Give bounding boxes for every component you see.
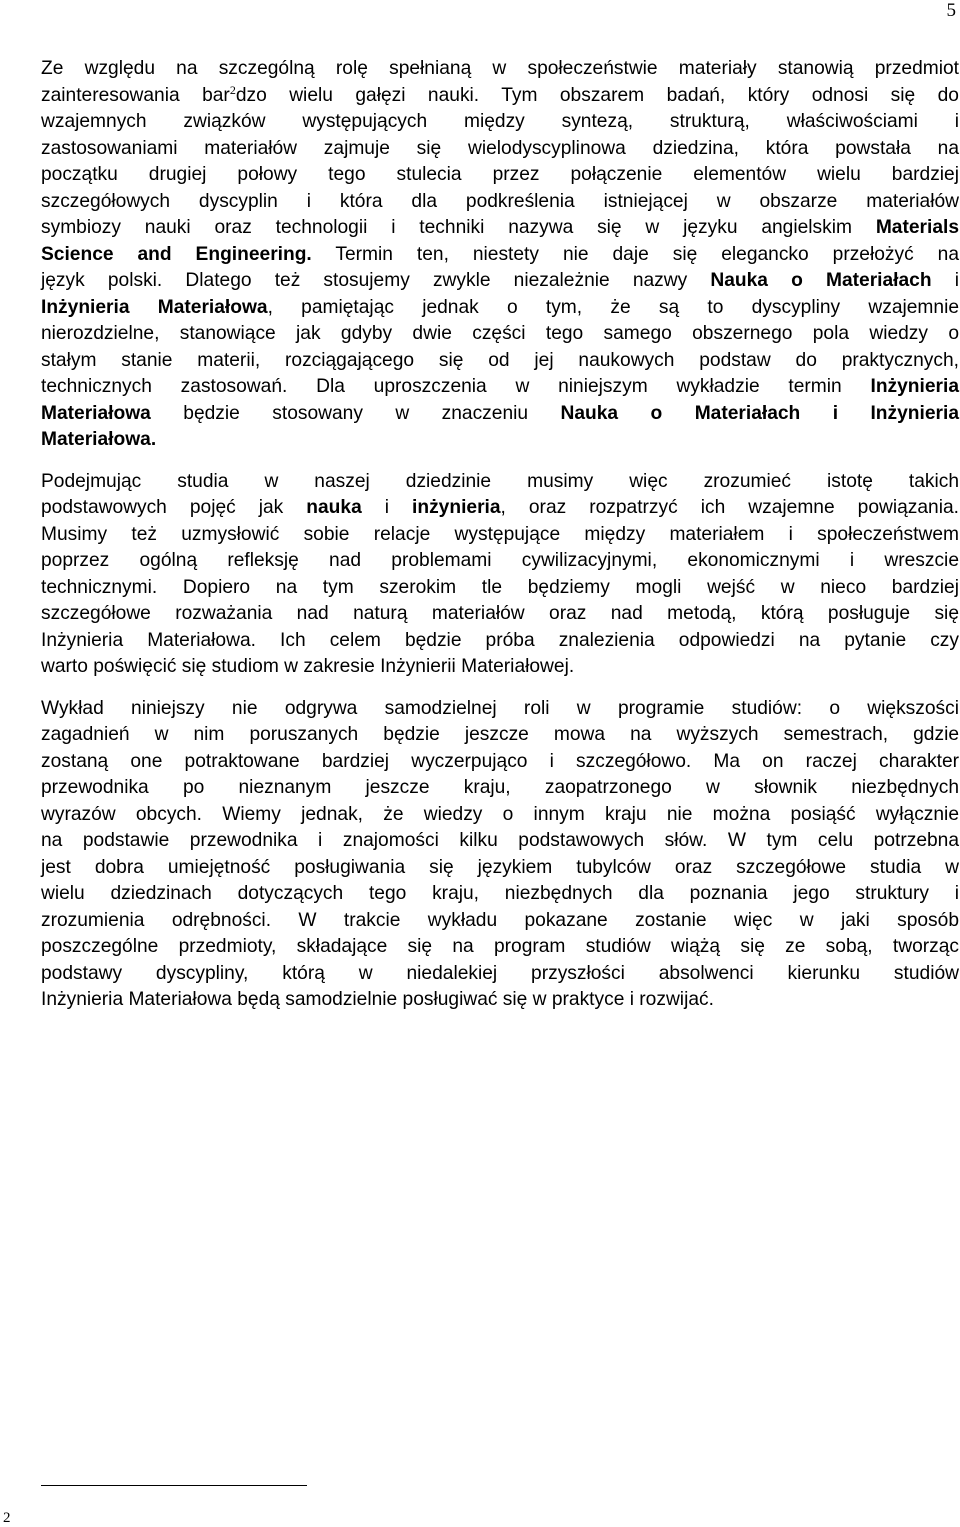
paragraph-1 bbox=[41, 56, 959, 454]
text-line: Inżynieria Materiałowa, pamiętając jednak o tym, że są to dyscypliny wzajemnie bbox=[41, 296, 960, 318]
paragraph-2 bbox=[41, 469, 959, 681]
text-line: początku drugiej połowy tego stulecia przez połączenie elementów wielu bardziej bbox=[41, 164, 959, 185]
text-line: szczegółowych dyscyplin i która dla podkreślenia istniejącej w obszarze materiałów bbox=[41, 190, 959, 212]
bold-term: inżynieria bbox=[412, 497, 501, 518]
text-line: Science and Engineering. Termin ten, niestety nie daje się elegancko przełożyć na bbox=[41, 243, 959, 265]
text-line: Materiałowa będzie stosowany w znaczeniu Nauka o Materiałach i Inżynieria bbox=[41, 402, 959, 424]
text-line: przewodnika po nieznanym jeszcze kraju, zaopatrzonego w słownik niezbędnych bbox=[41, 777, 959, 798]
text-line: zostaną one potraktowane bardziej wyczerpująco i szczegółowo. Ma on raczej charakter bbox=[41, 750, 959, 772]
text-line: szczegółowe rozważania nad naturą materiałów oraz nad metodą, którą posługuje się bbox=[41, 603, 959, 624]
footnote-separator bbox=[41, 1485, 307, 1486]
bold-term: Materiałowa bbox=[41, 402, 151, 424]
text-line: zastosowaniami materiałów zajmuje się wielodyscyplinowa dziedzina, która powstała na bbox=[41, 137, 959, 159]
text-line: poszczególne przedmioty, składające się na program studiów wiążą się ze sobą, tworząc bbox=[41, 936, 959, 957]
bold-term: Science and Engineering. bbox=[41, 243, 312, 265]
text-line: podstawy dyscypliny, którą w niedalekiej przyszłości absolwenci kierunku studiów bbox=[41, 962, 959, 984]
text-line: zainteresowania bar$^2$dzo wielu gałęzi nauki. Tym obszarem badań, który odnosi się do bbox=[41, 82, 959, 106]
footnote-mark: 2 bbox=[3, 1510, 11, 1526]
text-line: nierozdzielne, stanowiące jak gdyby dwie części tego samego obszernego pola wiedzy o bbox=[41, 323, 959, 344]
bold-term: Nauka o Materiałach i Inżynieria bbox=[560, 402, 959, 424]
text-line: wielu dziedzinach dotyczących tego kraju, niezbędnych dla poznania jego struktury i bbox=[41, 883, 959, 904]
text-line: Inżynieria Materiałowa. Ich celem będzie próba znalezienia odpowiedzi na pytanie czy bbox=[41, 629, 959, 651]
text-line: technicznych zastosowań. Dla uproszczenia w niniejszym wykładzie termin Inżynieria bbox=[41, 376, 959, 397]
text-line: zagadnień w nim poruszanych będzie jeszcze mowa na wyższych semestrach, gdzie bbox=[41, 724, 959, 745]
text-line: symbiozy nauki oraz technologii i techniki nazywa się w języku angielskim Materials bbox=[41, 217, 959, 238]
text-line: poprzez ogólną refleksję nad problemami cywilizacyjnymi, ekonomicznymi i wreszcie bbox=[41, 550, 959, 571]
document-body bbox=[41, 56, 959, 1014]
bold-term: Inżynieria bbox=[870, 376, 959, 397]
text-line: Inżynieria Materiałowa będą samodzielnie posługiwać się w praktyce i rozwijać. bbox=[41, 989, 714, 1010]
text-line: stałym stanie materii, rozciągającego się od jej naukowych podstaw do praktycznych, bbox=[41, 349, 959, 371]
bold-term: Materials bbox=[875, 217, 959, 238]
text-line: Ze względu na szczególną rolę spełnianą w społeczeństwie materiały stanowią przedmiot bbox=[41, 58, 959, 79]
bold-term: Nauka o Materiałach bbox=[710, 270, 932, 291]
text-line: technicznymi. Dopiero na tym szerokim tle będziemy mogli wejść w nieco bardziej bbox=[41, 576, 959, 598]
text-line: wyrazów obcych. Wiemy jednak, że wiedzy o innym kraju nie można posiąść wyłącznie bbox=[41, 803, 959, 825]
bold-term: Inżynieria Materiałowa bbox=[41, 296, 268, 318]
text-line: na podstawie przewodnika i znajomości kilku podstawowych słów. W tym celu potrzebna bbox=[41, 830, 959, 851]
footnote-reference: 2 bbox=[229, 82, 236, 97]
text-line: warto poświęcić się studiom w zakresie Inżynierii Materiałowej. bbox=[41, 656, 575, 677]
text-line: Musimy też uzmysłowić sobie relacje występujące między materiałem i społeczeństwem bbox=[41, 523, 959, 545]
text-line bbox=[41, 427, 959, 454]
text-line: Podejmując studia w naszej dziedzinie musimy więc zrozumieć istotę takich bbox=[41, 470, 959, 492]
text-line: wzajemnych związków występujących między syntezą, strukturą, właściwościami i bbox=[41, 111, 959, 132]
text-line: zrozumienia odrębności. W trakcie wykładu pokazane zostanie więc w jaki sposób bbox=[41, 909, 959, 931]
text-line: podstawowych pojęć jak nauka i inżynieria, oraz rozpatrzyć ich wzajemne powiązania. bbox=[41, 497, 959, 518]
text-line: jest dobra umiejętność posługiwania się językiem tubylców oraz szczegółowe studia w bbox=[41, 856, 959, 878]
paragraph-3 bbox=[41, 696, 959, 1014]
bold-term: nauka bbox=[306, 497, 362, 518]
text-line: Wykład niniejszy nie odgrywa samodzielnej roli w programie studiów: o większości bbox=[41, 697, 959, 719]
page-number: 5 bbox=[946, 0, 956, 21]
text-line: język polski. Dlatego też stosujemy zwykle niezależnie nazwy Nauka o Materiałach i bbox=[41, 270, 959, 291]
bold-term: Materiałowa. bbox=[41, 429, 157, 450]
